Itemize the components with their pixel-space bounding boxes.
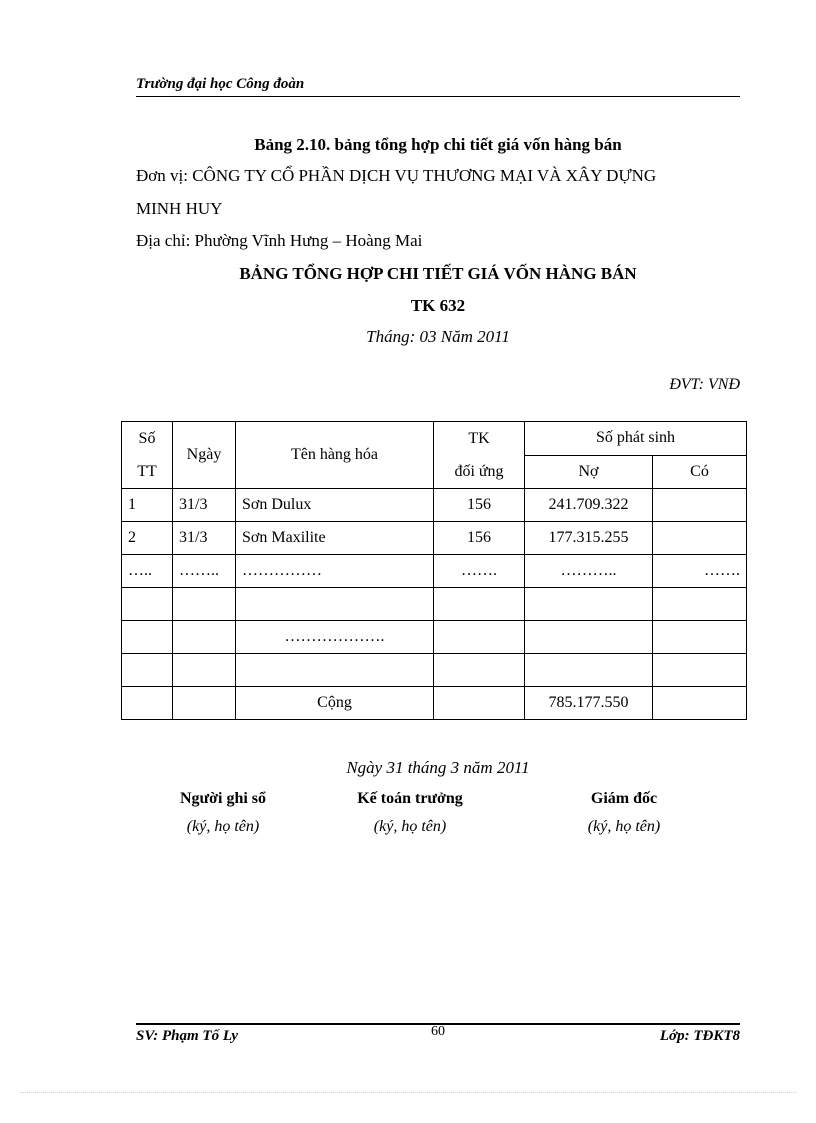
cell-tk	[434, 588, 525, 621]
cell-stt: 1	[122, 489, 173, 522]
table-row	[122, 522, 747, 555]
footer-student: SV: Phạm Tố Ly	[136, 1028, 239, 1044]
cell-debit	[525, 654, 653, 687]
cell-date: 31/3	[173, 489, 236, 522]
cell-goods: ……………	[236, 555, 434, 588]
page-number: 60	[431, 1024, 445, 1039]
total-row	[122, 687, 747, 720]
signature-director-title: Giám đốc	[590, 790, 658, 807]
signature-recorder-title: Người ghi sổ	[179, 790, 267, 807]
cell-goods: ……………….	[236, 621, 434, 654]
header-goods: Tên hàng hóa	[236, 422, 434, 489]
cell-tk: 156	[434, 489, 525, 522]
cell-goods	[236, 654, 434, 687]
table-row	[122, 489, 747, 522]
table-row	[122, 588, 747, 621]
header-school: Trường đại học Công đoàn	[136, 76, 305, 92]
cell-date	[173, 654, 236, 687]
cell-tk: 156	[434, 522, 525, 555]
report-account: TK 632	[410, 296, 466, 315]
report-title: BẢNG TỔNG HỢP CHI TIẾT GIÁ VỐN HÀNG BÁN	[239, 264, 637, 283]
header-credit: Có	[653, 455, 747, 489]
table-row	[122, 555, 747, 588]
company-unit-line1: Đơn vị: CÔNG TY CỔ PHẦN DỊCH VỤ THƯƠNG MẠI VÀ XÂY DỰNG	[136, 166, 657, 185]
header-tk-bottom: đối ứng	[454, 463, 504, 480]
total-debit: 785.177.550	[525, 687, 653, 720]
cell-debit	[525, 588, 653, 621]
table-caption: Bảng 2.10. bảng tổng hợp chi tiết giá vốn hàng bán	[254, 135, 622, 154]
cell-tk: …….	[434, 555, 525, 588]
report-period: Tháng: 03 Năm 2011	[366, 327, 510, 346]
signature-accountant-title: Kế toán trưởng	[357, 790, 463, 807]
ledger-table	[121, 421, 747, 720]
cell-date	[173, 687, 236, 720]
footer-class: Lớp: TĐKT8	[659, 1028, 740, 1044]
cell-date: ……..	[173, 555, 236, 588]
header-debit: Nợ	[525, 455, 653, 489]
currency-unit: ĐVT: VNĐ	[669, 376, 740, 393]
cell-stt: …..	[122, 555, 173, 588]
cell-credit	[653, 687, 747, 720]
cell-date	[173, 588, 236, 621]
cell-debit: 177.315.255	[525, 522, 653, 555]
cell-date	[173, 621, 236, 654]
signature-recorder	[123, 790, 323, 836]
cell-stt	[122, 654, 173, 687]
header-stt-top: Số	[138, 430, 156, 447]
signature-recorder-note: (ký, họ tên)	[186, 818, 260, 835]
cell-credit	[653, 588, 747, 621]
cell-goods	[236, 588, 434, 621]
cell-date: 31/3	[173, 522, 236, 555]
cell-debit: ………..	[525, 555, 653, 588]
page-edge-divider	[20, 1092, 796, 1093]
header-stt	[122, 422, 173, 489]
signature-accountant	[310, 790, 510, 836]
cell-stt	[122, 588, 173, 621]
header-tk-top: TK	[468, 430, 490, 447]
header-divider	[136, 96, 740, 97]
cell-debit: 241.709.322	[525, 489, 653, 522]
cell-tk	[434, 621, 525, 654]
cell-credit: …….	[653, 555, 747, 588]
cell-stt	[122, 621, 173, 654]
signature-director	[524, 790, 724, 836]
company-address: Địa chỉ: Phường Vĩnh Hưng – Hoàng Mai	[136, 231, 423, 250]
cell-credit	[653, 654, 747, 687]
cell-credit	[653, 489, 747, 522]
header-tk	[434, 422, 525, 489]
header-arising: Số phát sinh	[525, 422, 747, 456]
cell-tk	[434, 654, 525, 687]
cell-tk	[434, 687, 525, 720]
table-row	[122, 654, 747, 687]
header-stt-bottom: TT	[137, 463, 157, 480]
cell-goods: Sơn Dulux	[236, 489, 434, 522]
signature-date: Ngày 31 tháng 3 năm 2011	[346, 758, 530, 777]
signature-accountant-note: (ký, họ tên)	[373, 818, 447, 835]
cell-stt: 2	[122, 522, 173, 555]
header-date: Ngày	[173, 422, 236, 489]
cell-credit	[653, 621, 747, 654]
cell-stt	[122, 687, 173, 720]
total-label: Cộng	[236, 687, 434, 720]
company-unit-line2: MINH HUY	[136, 199, 223, 218]
signature-director-note: (ký, họ tên)	[587, 818, 661, 835]
cell-goods: Sơn Maxilite	[236, 522, 434, 555]
cell-credit	[653, 522, 747, 555]
cell-debit	[525, 621, 653, 654]
table-row	[122, 621, 747, 654]
